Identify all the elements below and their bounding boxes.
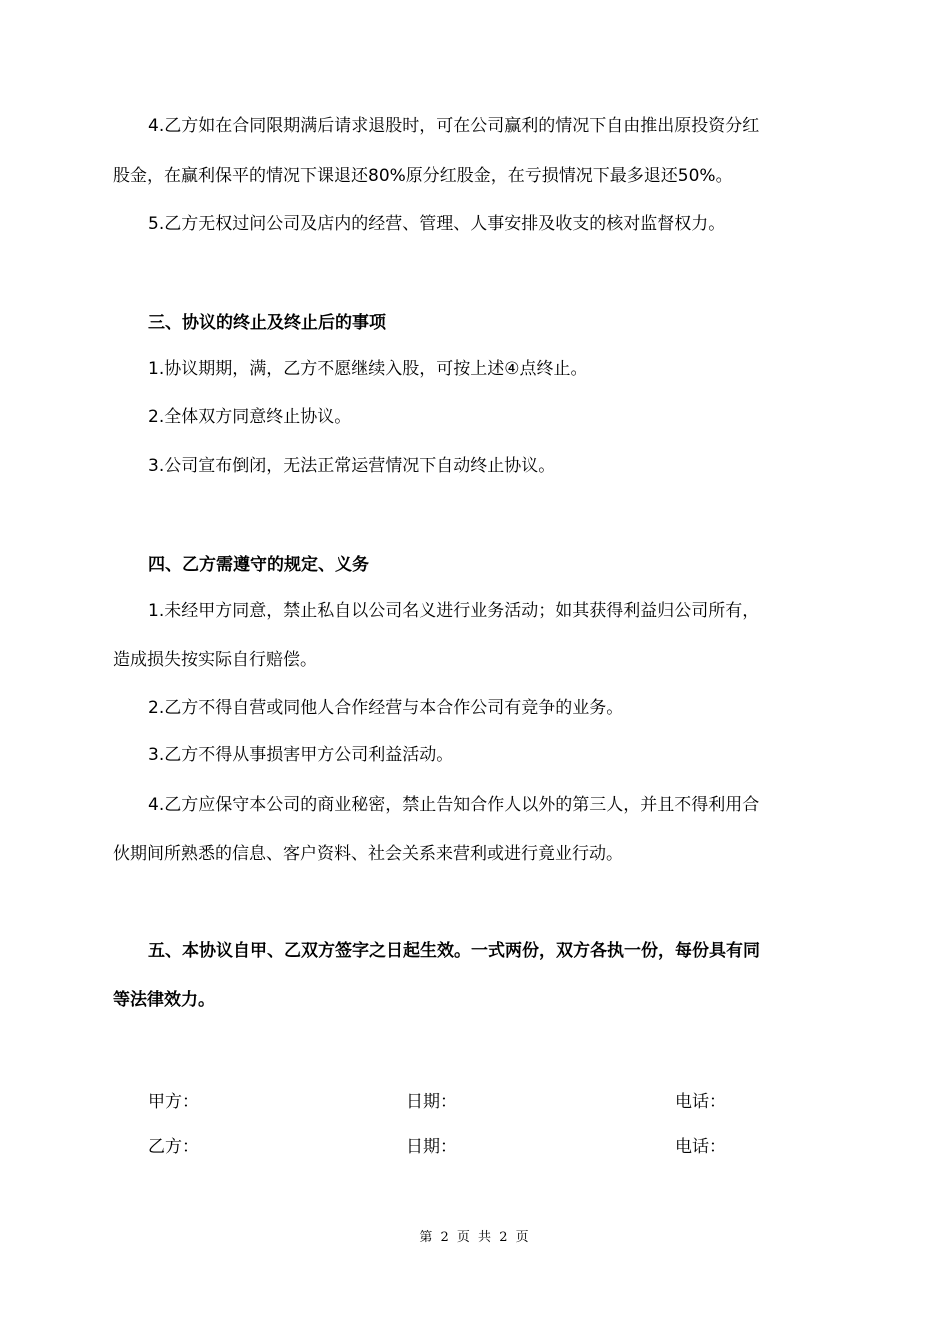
section5-line1: 五、本协议自甲、乙双方签字之日起生效。一式两份，双方各执一份，每份具有同 [148,941,760,961]
section5-line2: 等法律效力。 [113,990,215,1010]
section3-item1: 1.协议期期，满，乙方不愿继续入股，可按上述④点终止。 [148,359,588,379]
section2-item4-line2: 股金，在赢利保平的情况下课退还80%原分红股金，在亏损情况下最多退还50%。 [113,166,733,186]
section3-item3: 3.公司宣布倒闭，无法正常运营情况下自动终止协议。 [148,456,556,476]
party-a-phone-label: 电话： [675,1092,726,1112]
party-b-phone-label: 电话： [675,1137,726,1157]
section2-item5: 5.乙方无权过问公司及店内的经营、管理、人事安排及收支的核对监督权力。 [148,214,726,234]
page-footer: 第 2 页 共 2 页 [419,1230,531,1245]
section4-heading: 四、乙方需遵守的规定、义务 [148,555,369,575]
section4-item4-line2: 伙期间所熟悉的信息、客户资料、社会关系来营利或进行竟业行动。 [113,844,623,864]
section4-item1-line2: 造成损失按实际自行赔偿。 [113,650,317,670]
section3-heading: 三、协议的终止及终止后的事项 [148,313,386,333]
section4-item1-line1: 1.未经甲方同意，禁止私自以公司名义进行业务活动；如其获得利益归公司所有， [148,601,760,621]
party-b-label: 乙方： [148,1137,199,1157]
party-a-date-label: 日期： [406,1092,457,1112]
section4-item4-line1: 4.乙方应保守本公司的商业秘密，禁止告知合作人以外的第三人，并且不得利用合 [148,795,760,815]
party-a-label: 甲方： [148,1092,199,1112]
section4-item2: 2.乙方不得自营或同他人合作经营与本合作公司有竞争的业务。 [148,698,624,718]
section2-item4-line1: 4.乙方如在合同限期满后请求退股时，可在公司赢利的情况下自由推出原投资分红 [148,116,760,136]
party-b-date-label: 日期： [406,1137,457,1157]
section3-item2: 2.全体双方同意终止协议。 [148,407,352,427]
section4-item3: 3.乙方不得从事损害甲方公司利益活动。 [148,745,454,765]
